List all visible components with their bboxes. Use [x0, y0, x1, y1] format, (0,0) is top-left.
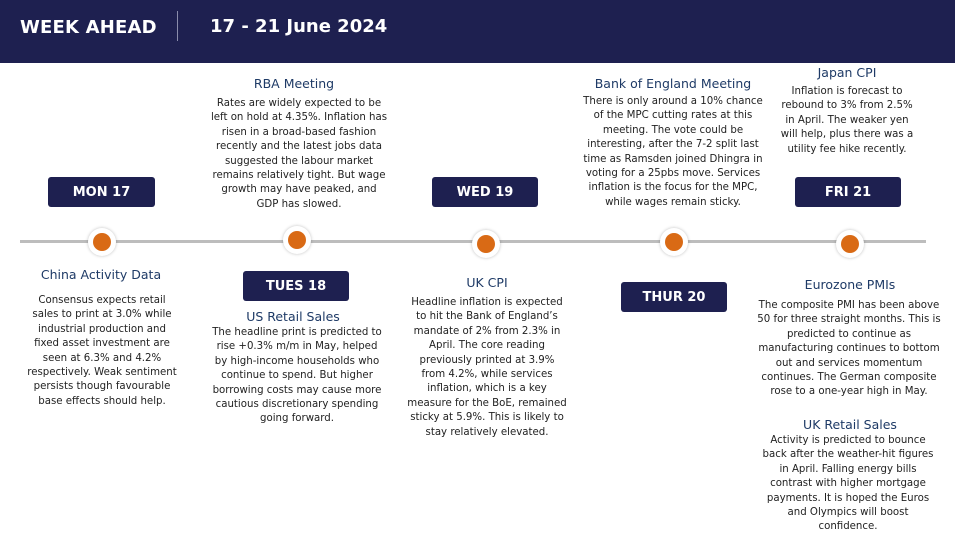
timeline-marker-thu	[660, 228, 688, 256]
page-title: WEEK AHEAD	[20, 17, 157, 38]
event-body-uk-cpi: Headline inflation is expected to hit the Bank of England’s mandate of 2% from 2.3% in April. The core reading previously printed at 3.9% from 4.2%, while services inflation, which is a key measure for the BoE, remained sticky at 5.9%. This is likely to stay relatively elevated.	[407, 297, 567, 438]
event-title-china: China Activity Data	[40, 267, 162, 282]
timeline-marker-fri	[836, 230, 864, 258]
event-body-china: Consensus expects retail sales to print at 3.0% while industrial production and fixed asset investment are seen at 6.3% and 4.2% respectively. Weak sentiment persists though favourable base effects should help.	[27, 295, 177, 407]
day-label-tue: TUES 18	[243, 271, 349, 301]
event-title-uk-cpi: UK CPI	[466, 275, 508, 290]
day-label-wed: WED 19	[432, 177, 538, 207]
event-title-eurozone: Eurozone PMIs	[804, 277, 896, 292]
timeline-marker-wed	[472, 230, 500, 258]
header-divider	[177, 11, 178, 41]
event-title-rba: RBA Meeting	[253, 76, 335, 91]
timeline-marker-tue	[283, 226, 311, 254]
event-body-eurozone: The composite PMI has been above 50 for three straight months. This is predicted to continue as manufacturing continues to bottom out and services momentum continues. The German composite rose to a one-year high in May.	[757, 300, 941, 398]
event-body-boe: There is only around a 10% chance of the MPC cutting rates at this meeting. The vote could be interesting, after the 7-2 split last time as Ramsden joined Dhingra in voting for a 25pbs move. Services inflation is the focus for the MPC, while wages remain sticky.	[583, 96, 763, 208]
event-title-boe: Bank of England Meeting	[594, 76, 752, 91]
day-label-fri: FRI 21	[795, 177, 901, 207]
event-title-japan: Japan CPI	[817, 65, 877, 80]
header-bar	[0, 0, 955, 63]
event-body-us-retail: The headline print is predicted to rise +0.3% m/m in May, helped by high-income households who continue to spend. But higher borrowing costs may cause more cautious discretionary spending going forward.	[212, 327, 382, 425]
timeline-marker-mon	[88, 228, 116, 256]
day-label-mon: MON 17	[48, 177, 155, 207]
event-title-uk-retail: UK Retail Sales	[803, 417, 897, 432]
day-label-thu: THUR 20	[621, 282, 727, 312]
date-range: 17 - 21 June 2024	[210, 16, 388, 37]
event-title-us-retail: US Retail Sales	[246, 309, 340, 324]
event-body-japan: Inflation is forecast to rebound to 3% from 2.5% in April. The weaker yen will help, plus there was a utility fee hike recently.	[780, 86, 914, 155]
event-body-rba: Rates are widely expected to be left on hold at 4.35%. Inflation has risen in a broad-based fashion recently and the latest jobs data suggested the labour market remains relatively tight. But wage growth may have peaked, and GDP has slowed.	[210, 98, 388, 210]
event-body-uk-retail: Activity is predicted to bounce back after the weather-hit figures in April. Falling energy bills contrast with higher mortgage payments. It is hoped the Euros and Olympics will boost confidence.	[762, 435, 934, 533]
